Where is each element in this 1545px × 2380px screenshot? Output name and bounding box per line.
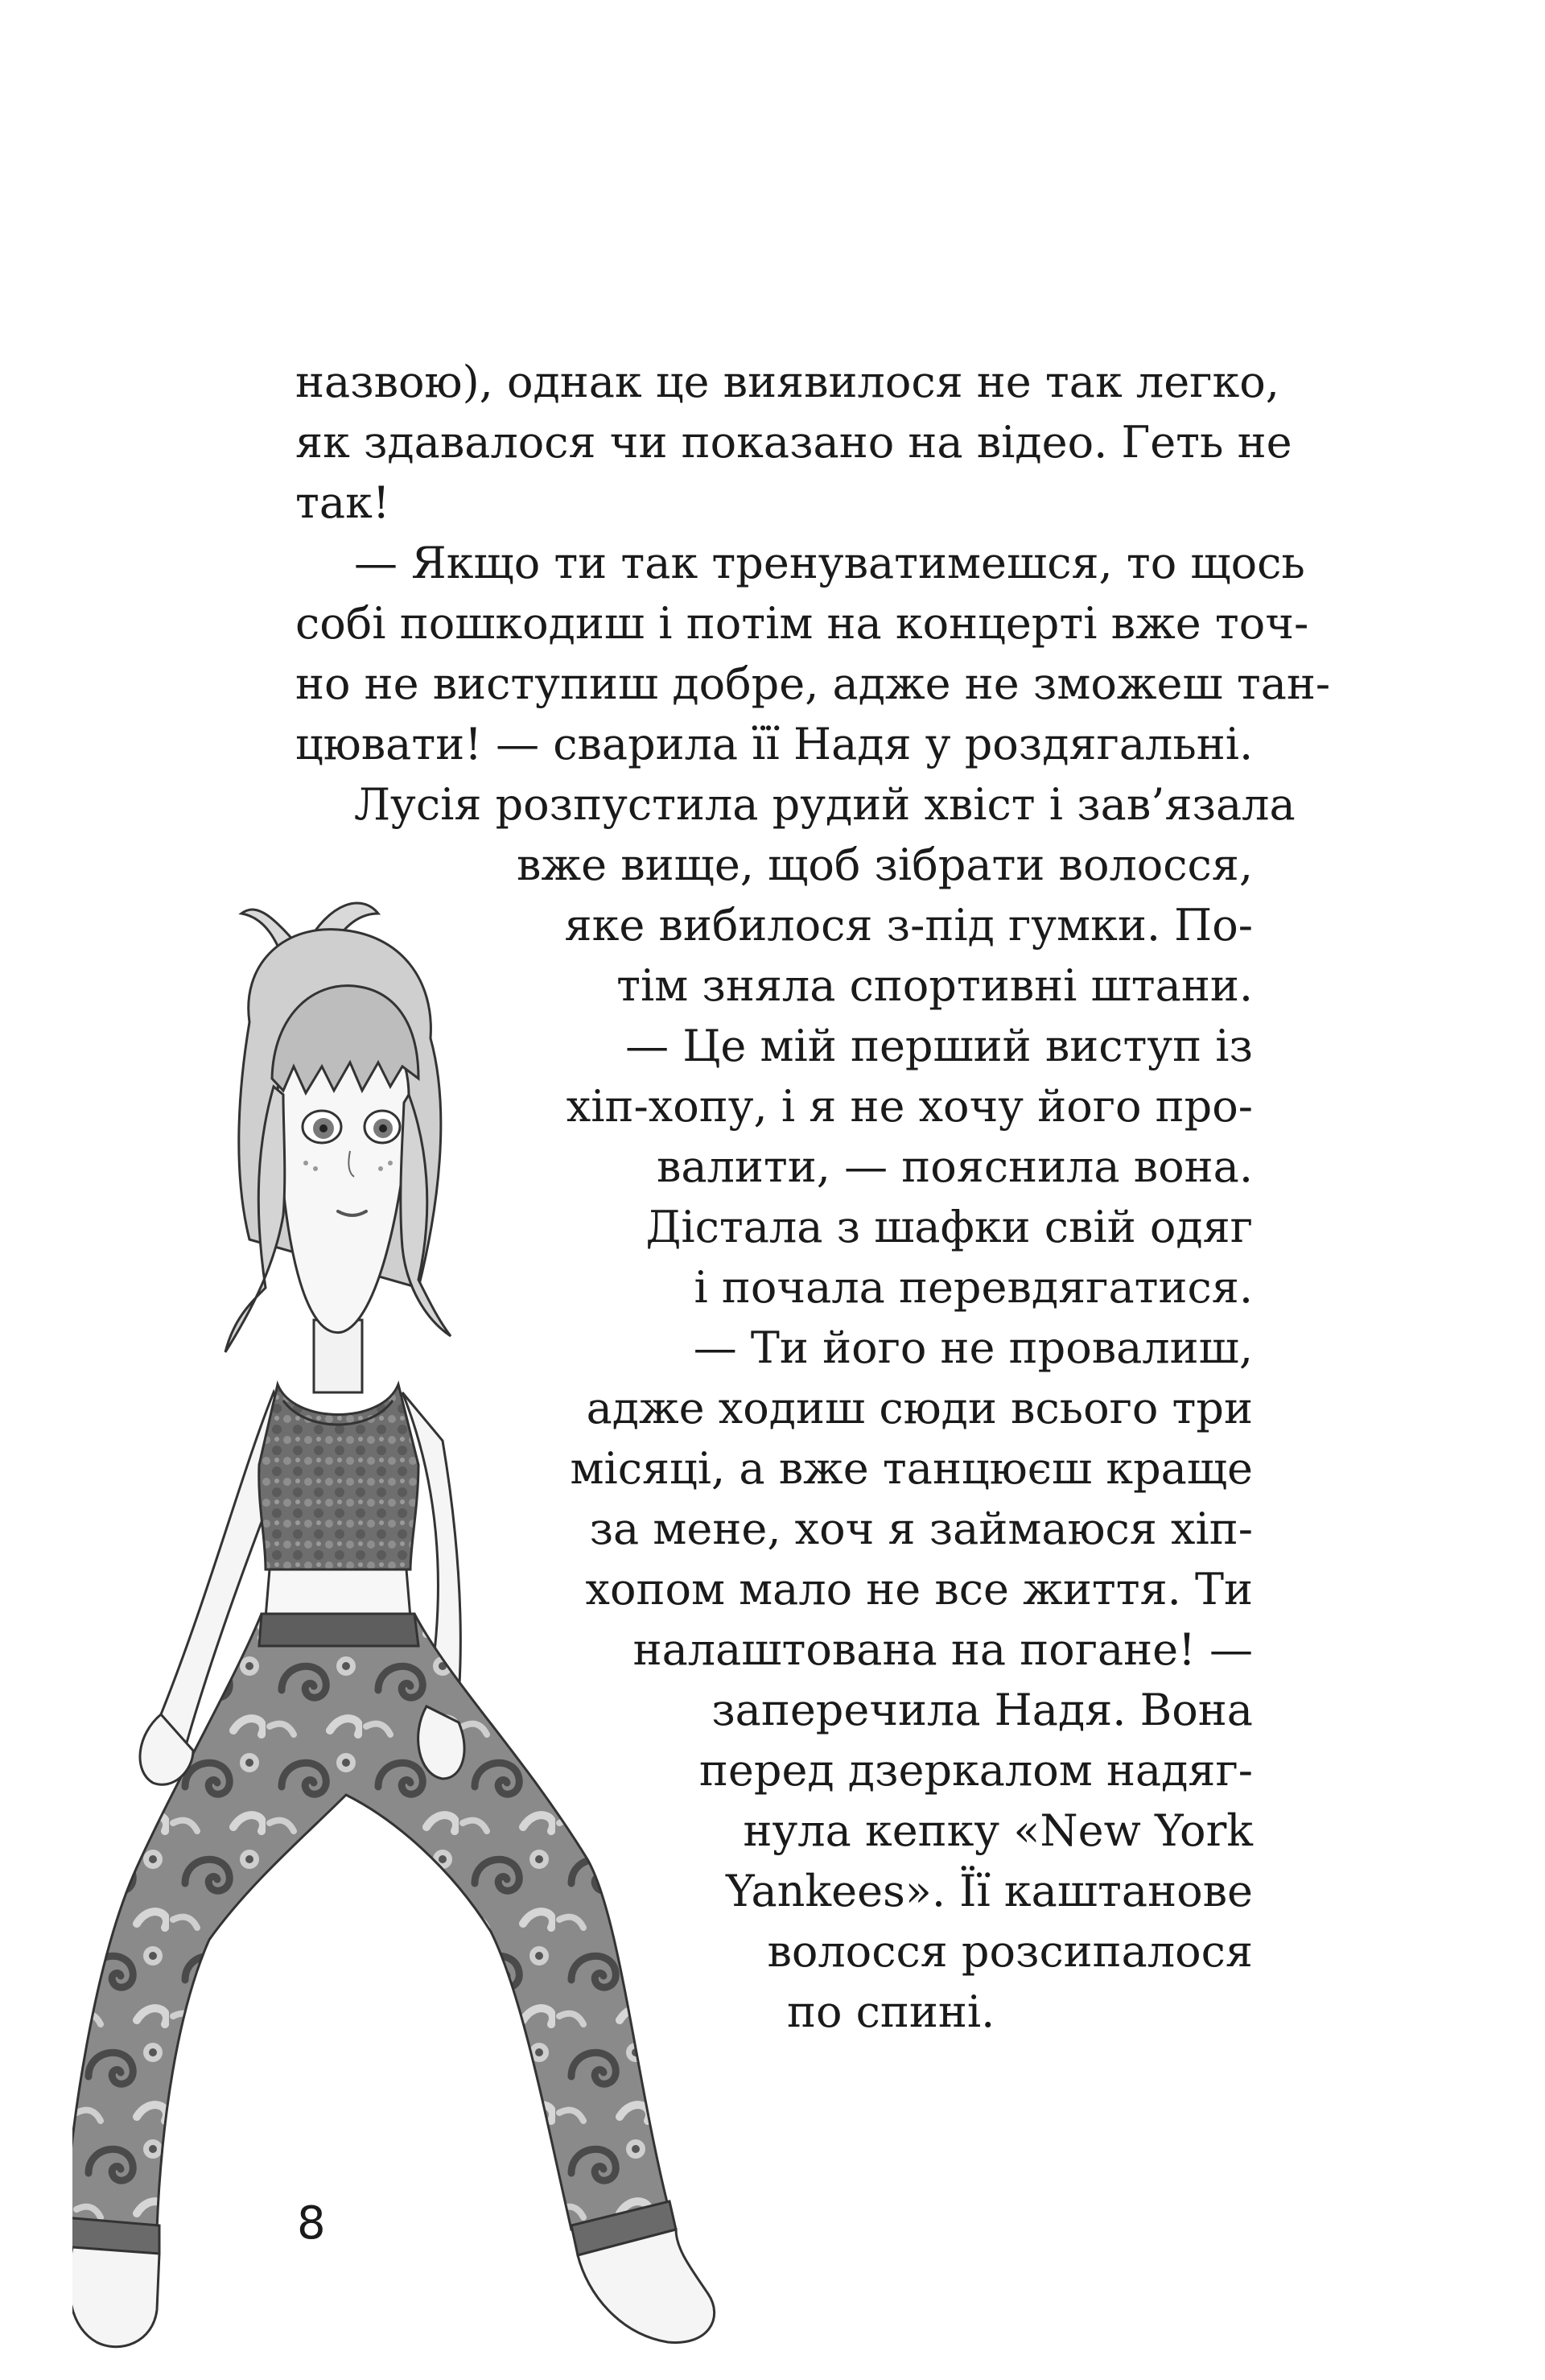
text-line: як здавалося чи показано на відео. Геть не	[295, 417, 1292, 468]
text-line: так!	[295, 477, 390, 528]
text-line: заперечила Надя. Вона	[711, 1685, 1253, 1735]
text-line: місяці, а вже танцюєш краще	[570, 1443, 1253, 1494]
text-line: яке вибилося з-під гумки. По-	[564, 900, 1253, 951]
page-number: 8	[297, 2197, 326, 2250]
text-line: хопом мало не все життя. Ти	[585, 1564, 1253, 1615]
text-line: нула кепку «New York	[743, 1805, 1253, 1856]
text-line: валити, — пояснила вона.	[657, 1141, 1253, 1192]
text-line: Дістала з шафки свій одяг	[645, 1202, 1253, 1252]
text-line: за мене, хоч я займаюся хіп-	[589, 1503, 1253, 1554]
girl-dancer-illustration	[72, 869, 797, 2380]
text-line: — Це мій перший виступ із	[625, 1021, 1253, 1071]
text-line: по спині.	[787, 1986, 995, 2037]
text-line: перед дзеркалом надяг-	[698, 1745, 1253, 1796]
text-line: но не виступиш добре, адже не зможеш тан-	[295, 658, 1331, 709]
text-line: волосся розсипалося	[767, 1926, 1253, 1977]
text-line: хіп-хопу, і я не хочу його про-	[566, 1081, 1253, 1132]
text-line: адже ходиш сюди всього три	[586, 1383, 1253, 1433]
text-line: Лусія розпустила рудий хвіст і зав’язала	[354, 779, 1296, 830]
text-line: собі пошкодиш і потім на концерті вже точ-	[295, 598, 1309, 649]
text-line: цювати! — сварила її Надя у роздягальні.	[295, 719, 1254, 769]
text-line: — Якщо ти так тренуватимешся, то щось	[354, 538, 1305, 588]
text-line: налаштована на погане! —	[632, 1624, 1253, 1675]
text-line: тім зняла спортивні штани.	[616, 960, 1253, 1011]
text-line: — Ти його не провалиш,	[693, 1322, 1253, 1373]
text-line: вже вище, щоб зібрати волосся,	[517, 839, 1253, 890]
text-line: назвою), однак це виявилося не так легко,	[295, 357, 1279, 407]
text-line: і почала перевдягатися.	[694, 1262, 1253, 1313]
text-line: Yankees». Її каштанове	[726, 1866, 1253, 1916]
